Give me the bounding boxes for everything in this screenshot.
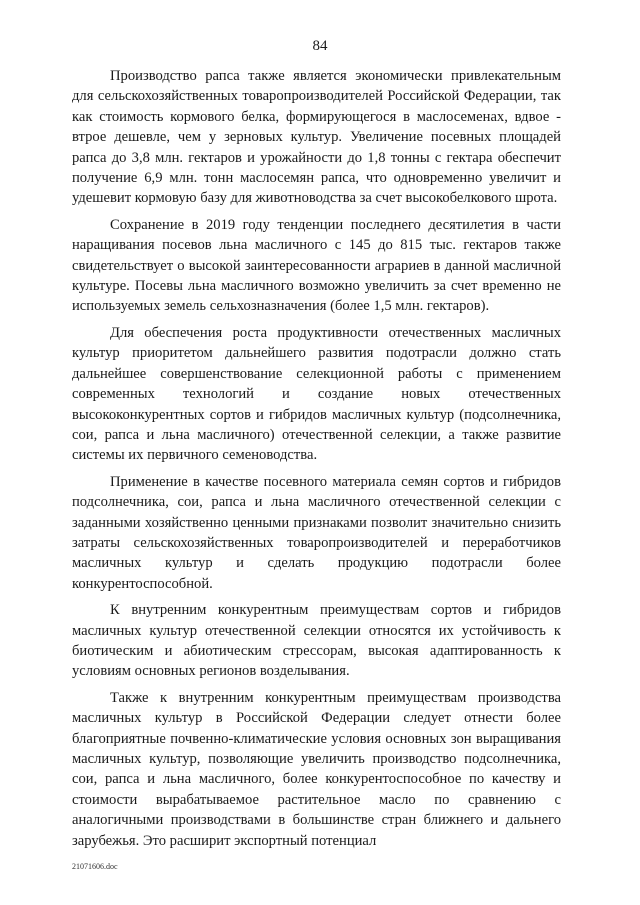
page-number: 84 — [312, 38, 328, 54]
paragraph-2: Сохранение в 2019 году тенденции последнего десятилетия в части наращивания посевов льна масличного с 145 до 815 тыс. гектаров также свидетельствует о высокой заинтересованности аграриев в данной масличной культуре. Посевы льна масличного возможно увеличить за счет временно не используемых земель сельхозназначения (более 1,5 млн. гектаров). — [72, 216, 561, 315]
body-text — [72, 66, 561, 857]
paragraph-6: Также к внутренним конкурентным преимуществам производства масличных культур в Российской Федерации следует отнести более благоприятные почвенно-климатические условия основных зон выращивания масличных культур, позволяющие увеличить производство подсолнечника, сои, рапса и льна масличного, более конкурентоспособное по качеству и стоимости вырабатываемое растительное масло по сравнению с аналогичными производствами в большинстве стран ближнего и дальнего зарубежья. Это расширит экспортный потенциал — [72, 689, 561, 849]
paragraph-4: Применение в качестве посевного материала семян сортов и гибридов подсолнечника, сои, рапса и льна масличного отечественной селекции с заданными хозяйственно ценными признаками позволит значительно снизить затраты сельскохозяйственных товаропроизводителей и переработчиков масличных культур и сделать продукцию подотрасли более конкурентоспособной. — [72, 473, 561, 592]
paragraph-3: Для обеспечения роста продуктивности отечественных масличных культур приоритетом дальнейшего развития подотрасли должно стать дальнейшее совершенствование селекционной работы с применением современных технологий и создание новых отечественных высококонкурентных сортов и гибридов масличных культур (подсолнечника, сои, рапса и льна масличного) отечественной селекции, а также развитие системы их первичного семеноводства. — [72, 324, 561, 464]
paragraph-5: К внутренним конкурентным преимуществам сортов и гибридов масличных культур отечественной селекции относятся их устойчивость к биотическим и абиотическим стрессорам, высокая адаптированность к условиям основных регионов возделывания. — [72, 602, 561, 680]
paragraph-1: Производство рапса также является экономически привлекательным для сельскохозяйственных товаропроизводителей Российской Федерации, так как стоимость кормового белка, формирующегося в маслосеменах, вдвое - втрое дешевле, чем у зерновых культур. Увеличение посевных площадей рапса до 3,8 млн. гектаров и урожайности до 1,8 тонны с гектара обеспечит получение 6,9 млн. тонн маслосемян рапса, что одновременно увеличит и удешевит кормовую базу для животноводства за счет высокобелкового шрота. — [72, 68, 561, 207]
footer-filename: 21071606.doc — [72, 862, 118, 871]
